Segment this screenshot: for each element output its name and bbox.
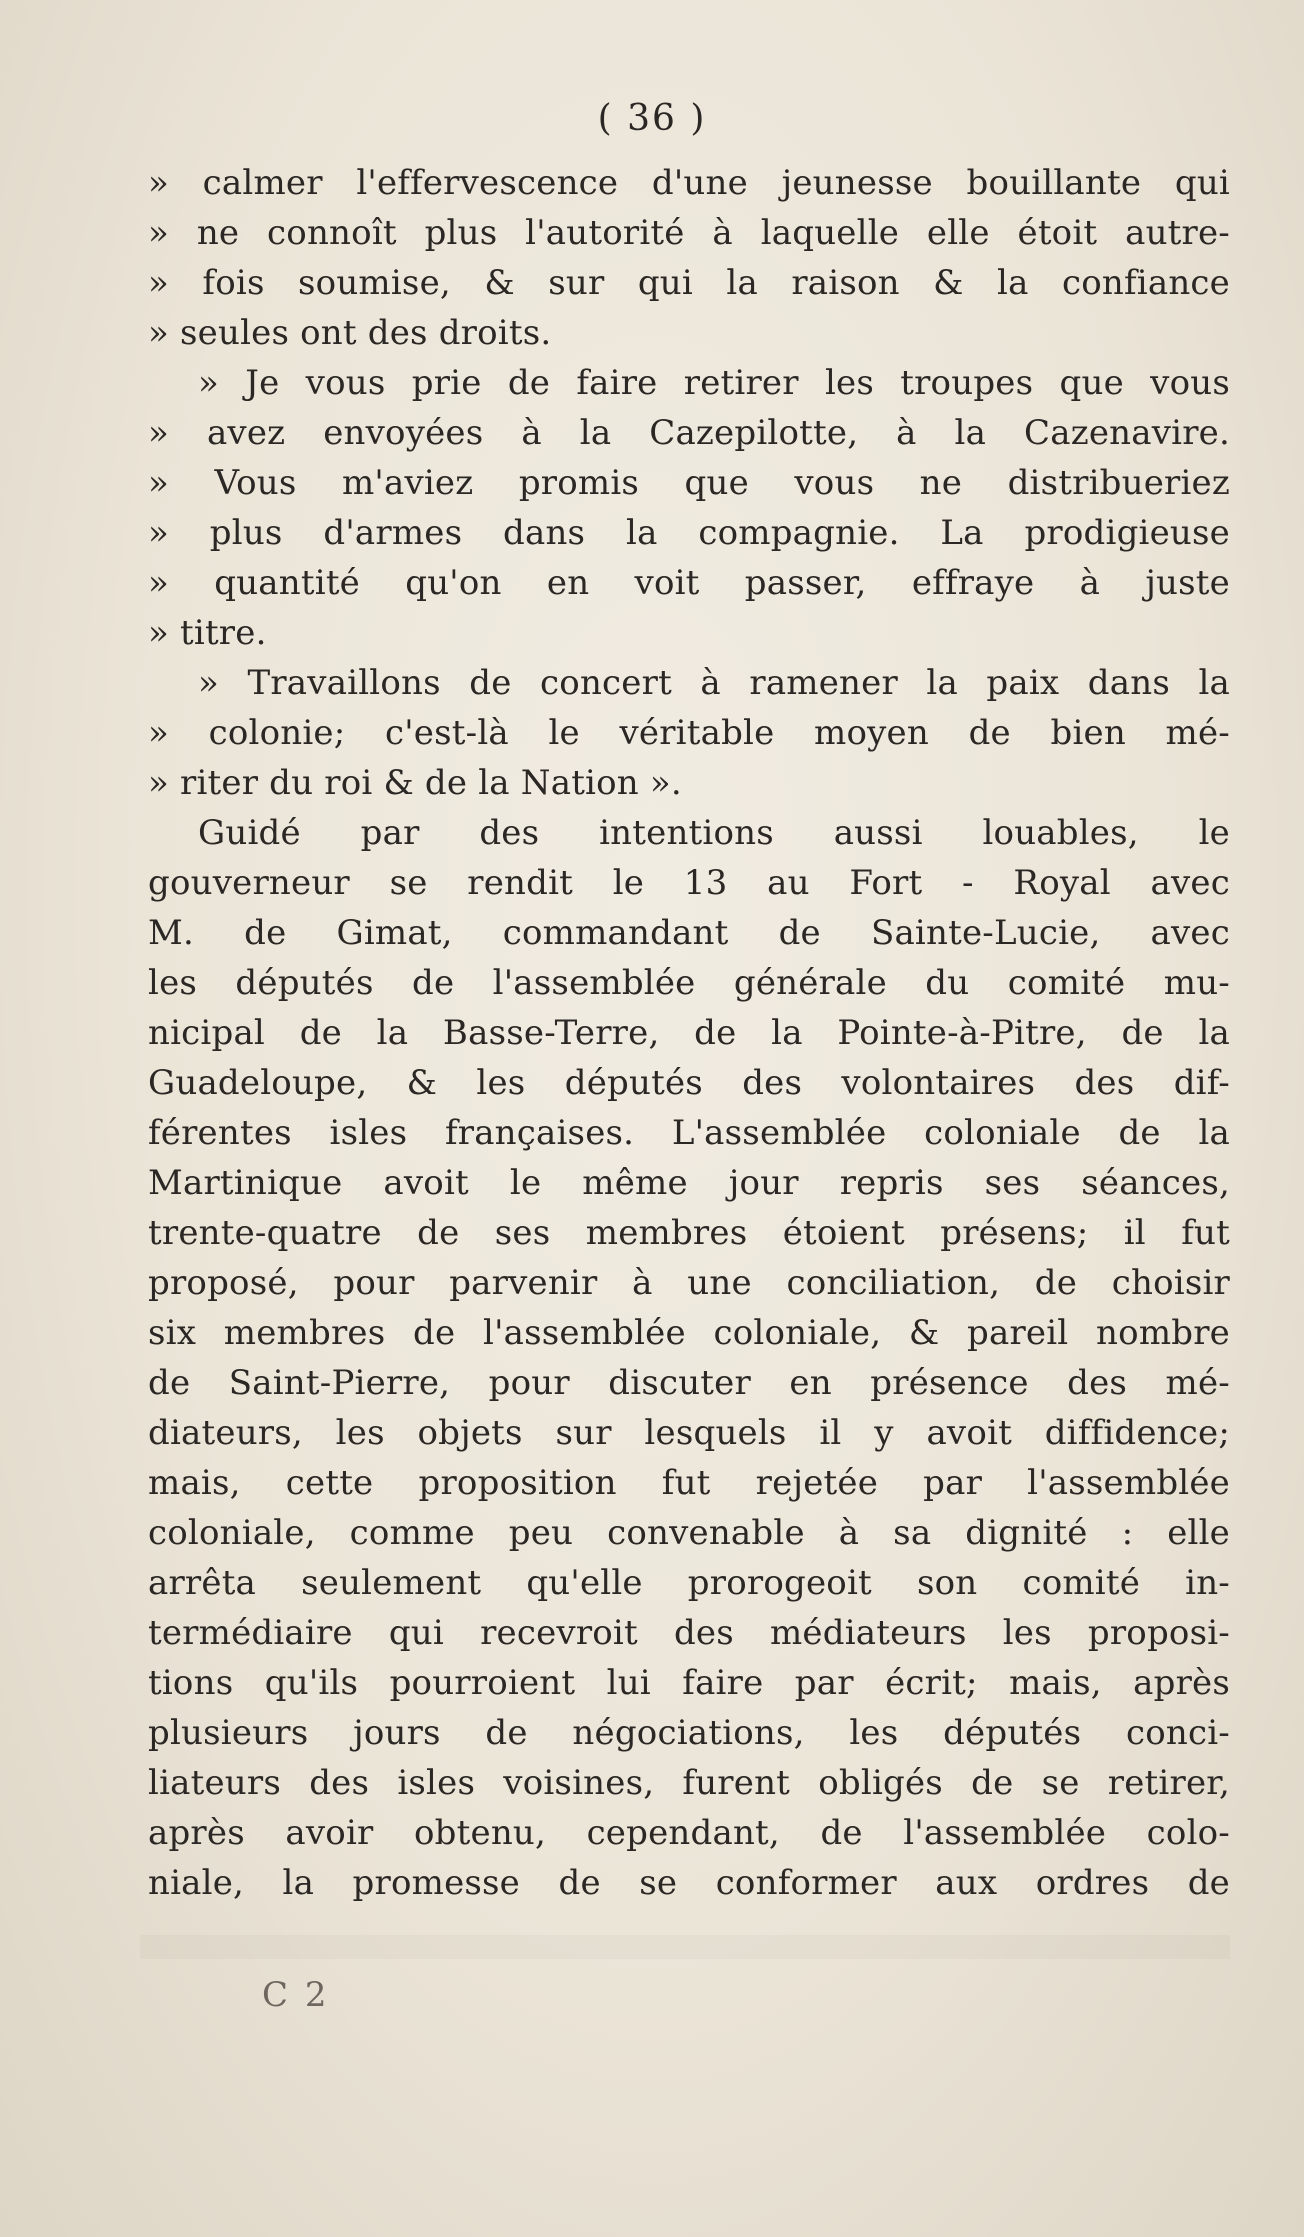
text-line: gouverneur se rendit le 13 au Fort - Royal avec <box>148 863 1230 903</box>
text-line: proposé, pour parvenir à une conciliation, de choisir <box>148 1263 1230 1303</box>
text-line: de Saint-Pierre, pour discuter en présence des mé- <box>148 1363 1230 1403</box>
text-line: coloniale, comme peu convenable à sa dignité : elle <box>148 1513 1230 1553</box>
text-line: » colonie; c'est-là le véritable moyen de bien mé- <box>148 713 1230 753</box>
text-line: » avez envoyées à la Cazepilotte, à la Cazenavire. <box>148 413 1230 453</box>
page-number: ( 36 ) <box>597 98 707 139</box>
text-line: termédiaire qui recevroit des médiateurs les proposi- <box>148 1613 1230 1653</box>
body-text <box>148 158 1230 1908</box>
text-line: arrêta seulement qu'elle prorogeoit son comité in- <box>148 1563 1230 1603</box>
signature-mark: C 2 <box>262 1975 330 2015</box>
text-line: Martinique avoit le même jour repris ses séances, <box>148 1163 1230 1203</box>
text-line: niale, la promesse de se conformer aux ordres de <box>148 1863 1230 1903</box>
text-line: férentes isles françaises. L'assemblée coloniale de la <box>148 1113 1230 1153</box>
text-line: » ne connoît plus l'autorité à laquelle elle étoit autre- <box>148 213 1230 253</box>
text-line: six membres de l'assemblée coloniale, & pareil nombre <box>148 1313 1230 1353</box>
text-line: après avoir obtenu, cependant, de l'assemblée colo- <box>148 1813 1230 1853</box>
show-through-shadow <box>140 1935 1230 1959</box>
text-line: nicipal de la Basse-Terre, de la Pointe-à-Pitre, de la <box>148 1013 1230 1053</box>
text-line: Guidé par des intentions aussi louables, le <box>198 813 1230 853</box>
text-line: » Travaillons de concert à ramener la paix dans la <box>198 663 1230 703</box>
text-line: M. de Gimat, commandant de Sainte-Lucie, avec <box>148 913 1230 953</box>
text-line: » calmer l'effervescence d'une jeunesse bouillante qui <box>148 163 1230 203</box>
text-line: liateurs des isles voisines, furent obligés de se retirer, <box>148 1763 1230 1803</box>
text-line: » titre. <box>148 613 267 653</box>
text-line: » Vous m'aviez promis que vous ne distribueriez <box>148 463 1230 503</box>
text-line: » seules ont des droits. <box>148 313 552 353</box>
text-line: » plus d'armes dans la compagnie. La prodigieuse <box>148 513 1230 553</box>
text-line: » fois soumise, & sur qui la raison & la confiance <box>148 263 1230 303</box>
text-line: plusieurs jours de négociations, les députés conci- <box>148 1713 1230 1753</box>
text-line: » Je vous prie de faire retirer les troupes que vous <box>198 363 1230 403</box>
text-line: mais, cette proposition fut rejetée par l'assemblée <box>148 1463 1230 1503</box>
text-line: diateurs, les objets sur lesquels il y avoit diffidence; <box>148 1413 1230 1453</box>
text-line: » riter du roi & de la Nation ». <box>148 763 682 803</box>
text-line: Guadeloupe, & les députés des volontaires des dif- <box>148 1063 1230 1103</box>
text-line: trente-quatre de ses membres étoient présens; il fut <box>148 1213 1230 1253</box>
text-line: » quantité qu'on en voit passer, effraye à juste <box>148 563 1230 603</box>
text-line: les députés de l'assemblée générale du comité mu- <box>148 963 1230 1003</box>
text-line: tions qu'ils pourroient lui faire par écrit; mais, après <box>148 1663 1230 1703</box>
